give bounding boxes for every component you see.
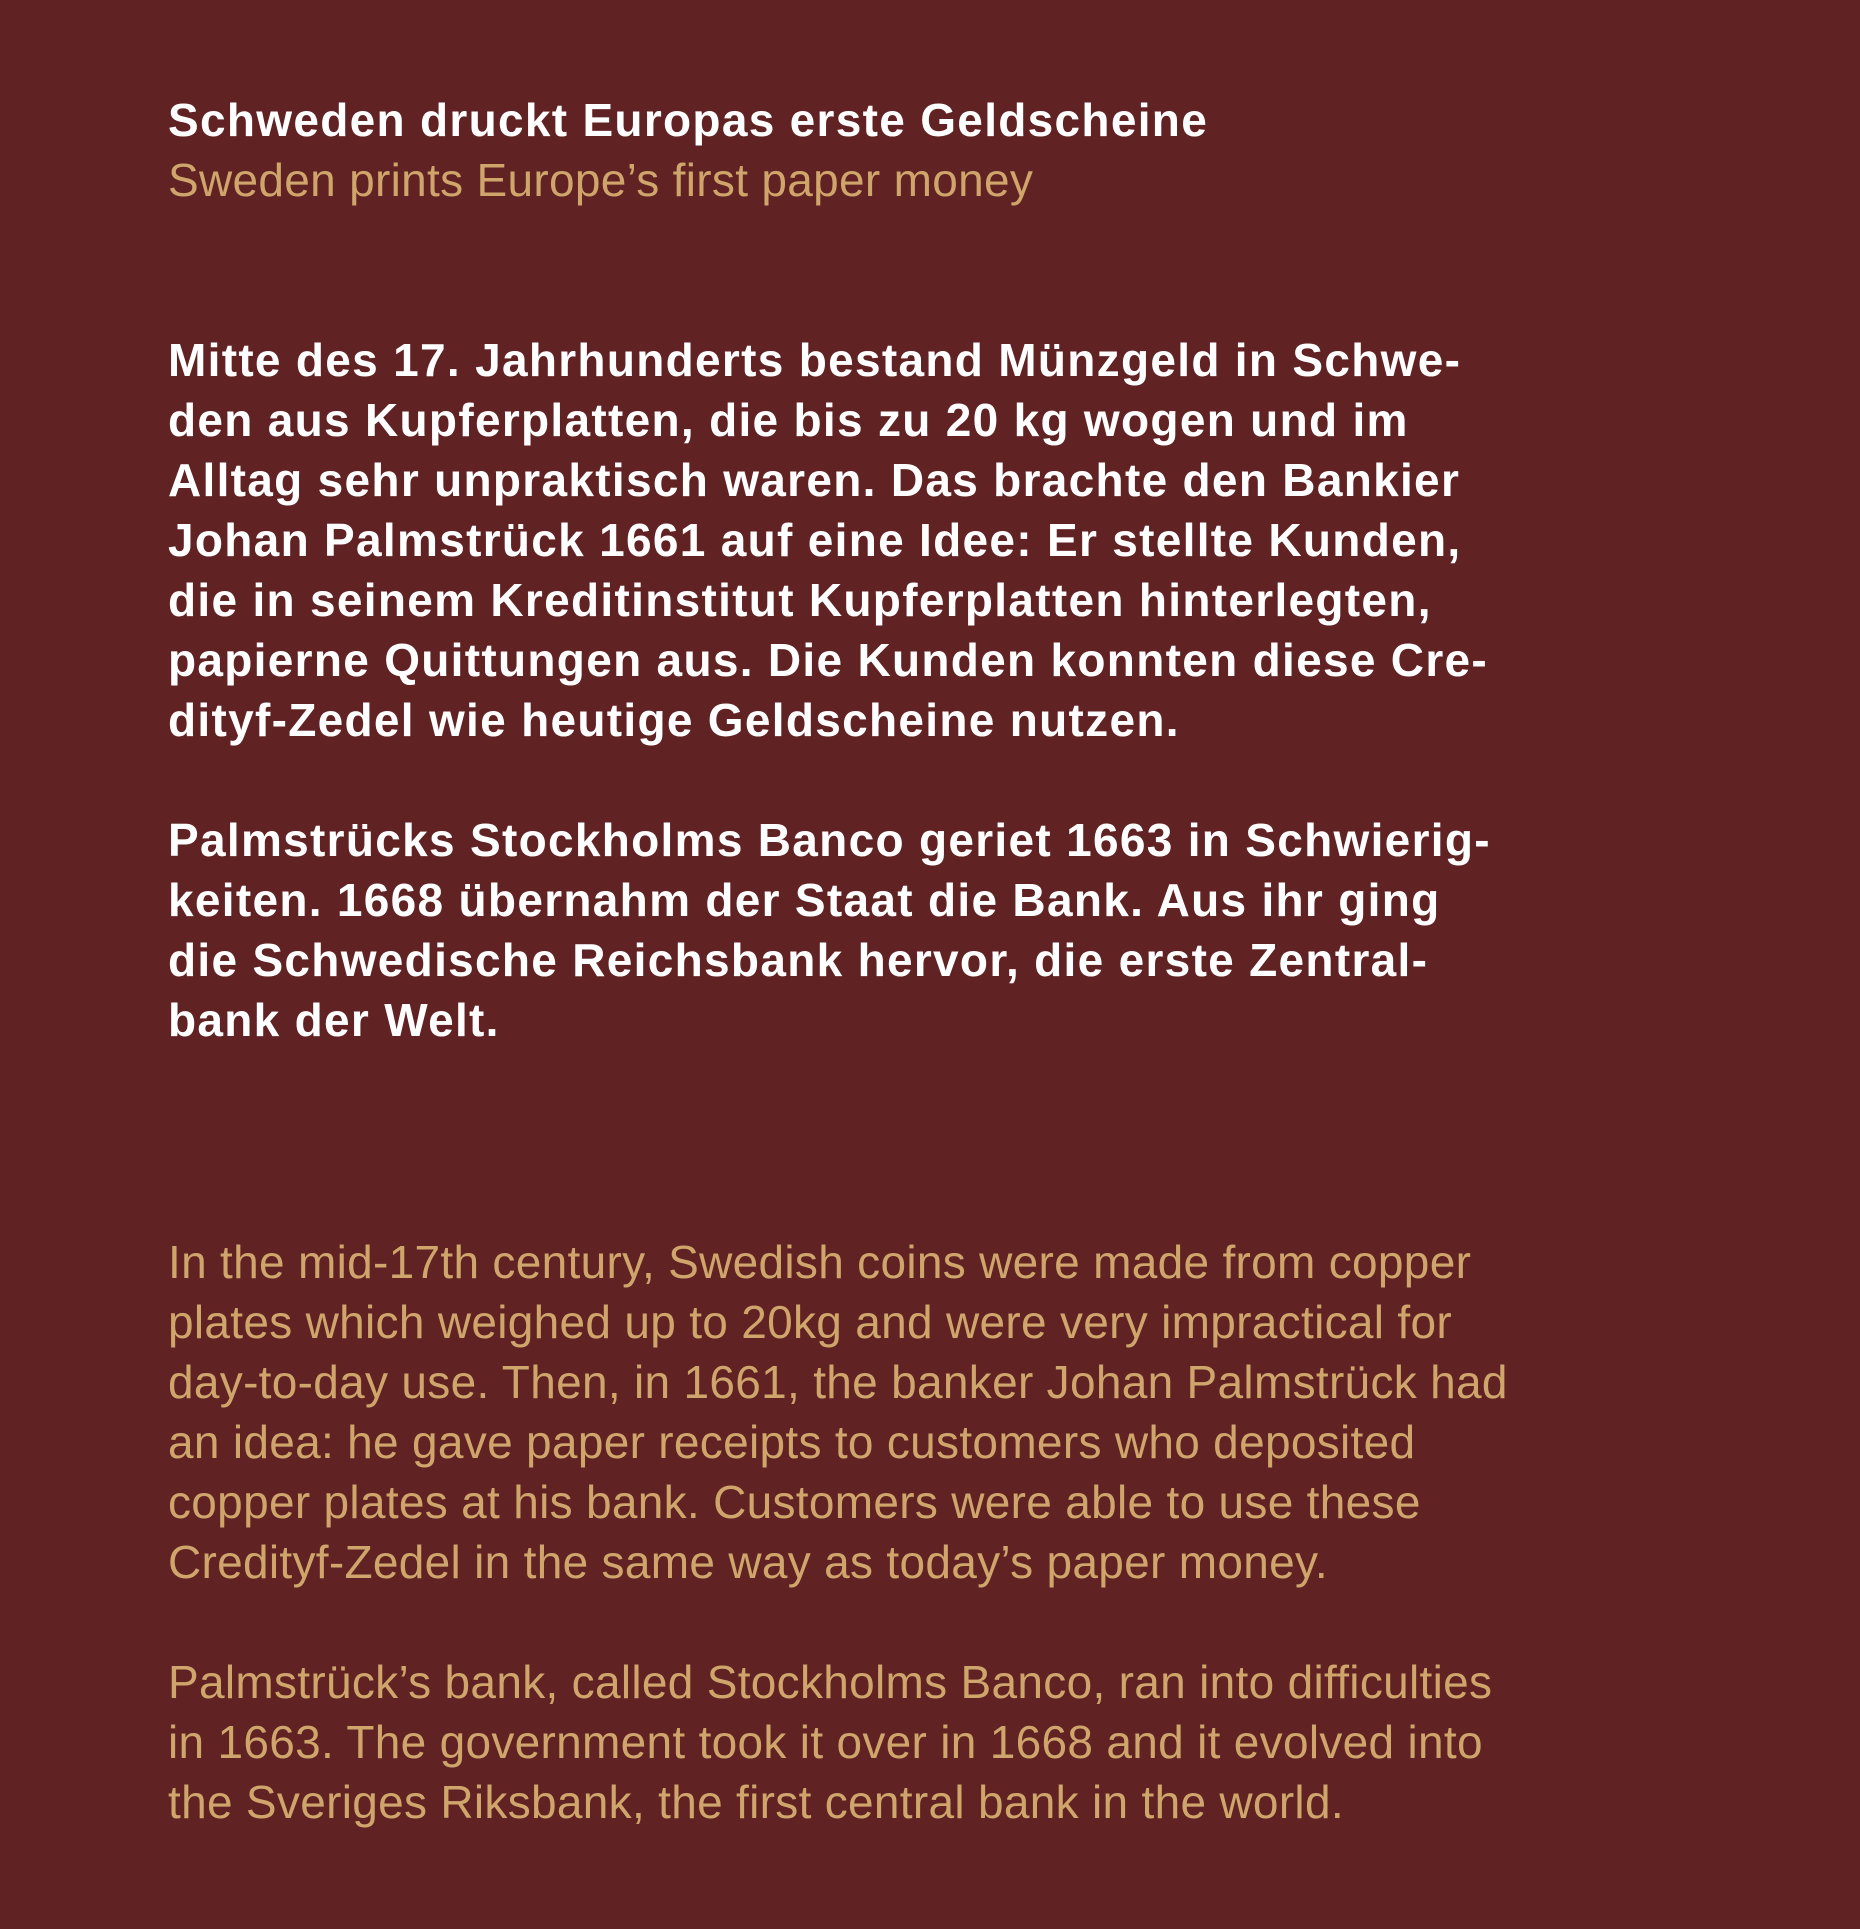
english-text-line: the Sveriges Riksbank, the first central bank in the world.: [168, 1776, 1344, 1828]
german-text-line: keiten. 1668 übernahm der Staat die Bank. Aus ihr ging: [168, 874, 1441, 926]
english-text-line: plates which weighed up to 20kg and were very impractical for: [168, 1296, 1452, 1348]
english-text-line: an idea: he gave paper receipts to customers who deposited: [168, 1416, 1416, 1468]
english-text-line: In the mid-17th century, Swedish coins were made from copper: [168, 1236, 1472, 1288]
german-text-line: die in seinem Kreditinstitut Kupferplatten hinterlegten,: [168, 574, 1432, 626]
german-text-line: dityf-Zedel wie heutige Geldscheine nutzen.: [168, 694, 1180, 746]
german-text-line: papierne Quittungen aus. Die Kunden konnten diese Cre-: [168, 634, 1489, 686]
english-text-line: copper plates at his bank. Customers were able to use these: [168, 1476, 1421, 1528]
english-text-line: Palmstrück’s bank, called Stockholms Banco, ran into difficulties: [168, 1656, 1493, 1708]
german-text-line: Alltag sehr unpraktisch waren. Das brachte den Bankier: [168, 454, 1461, 506]
title-german: Schweden druckt Europas erste Geldscheine: [168, 94, 1209, 146]
german-text-line: den aus Kupferplatten, die bis zu 20 kg wogen und im: [168, 394, 1409, 446]
german-text-line: bank der Welt.: [168, 994, 500, 1046]
english-text-line: in 1663. The government took it over in 1668 and it evolved into: [168, 1716, 1483, 1768]
english-text-line: Credityf-Zedel in the same way as today’s paper money.: [168, 1536, 1328, 1588]
german-text-line: Johan Palmstrück 1661 auf eine Idee: Er stellte Kunden,: [168, 514, 1462, 566]
german-text-line: die Schwedische Reichsbank hervor, die erste Zentral-: [168, 934, 1429, 986]
german-text-line: Mitte des 17. Jahrhunderts bestand Münzgeld in Schwe-: [168, 334, 1462, 386]
german-text-line: Palmstrücks Stockholms Banco geriet 1663 in Schwierig-: [168, 814, 1491, 866]
title-english: Sweden prints Europe’s first paper money: [168, 154, 1034, 206]
english-text-line: day-to-day use. Then, in 1661, the banker Johan Palmstrück had: [168, 1356, 1508, 1408]
